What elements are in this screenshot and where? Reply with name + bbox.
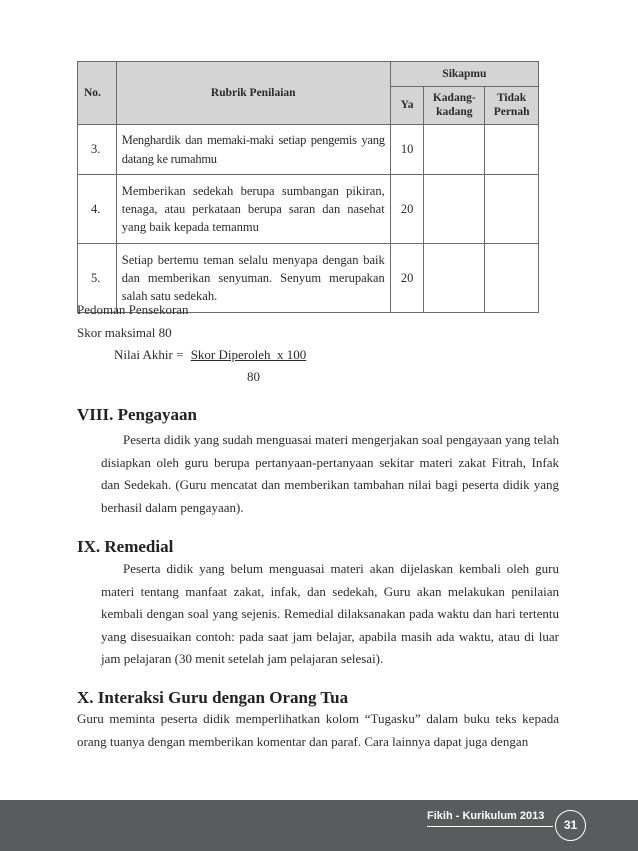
page-number: 31 — [555, 810, 586, 841]
row-rubrik: Setiap bertemu teman selalu menyapa dengan baik dan memberikan senyuman. Senyum merupakan salah satu sedekah. — [116, 244, 390, 313]
table-row — [78, 125, 539, 175]
header-kadang — [424, 87, 485, 125]
heading-remedial: IX. Remedial — [77, 537, 174, 556]
row-kadang-cell — [424, 244, 485, 313]
scoring-title: Pedoman Pensekoran — [77, 302, 189, 317]
row-tidak-cell — [485, 125, 539, 175]
row-number: 5. — [78, 244, 117, 313]
header-ya: Ya — [390, 87, 424, 125]
row-score: 10 — [390, 125, 424, 175]
row-tidak-cell — [485, 244, 539, 313]
header-tidak-text: Tidak Pernah — [493, 92, 530, 118]
row-number: 4. — [78, 175, 117, 244]
row-number: 3. — [78, 125, 117, 175]
para-pengayaan: Peserta didik yang sudah menguasai materi mengerjakan soal pengayaan yang telah disiapkan oleh guru berupa pertanyaan-pertanyaan sekitar materi zakat Fitrah, Infak dan Sedekah. (Guru mencatat dan memberikan tambahan nilai bagi peserta didik yang berhasil dalam pengayaan). — [101, 432, 559, 515]
rubric-table — [77, 61, 539, 313]
header-sikapmu: Sikapmu — [390, 62, 538, 87]
row-tidak-cell — [485, 175, 539, 244]
row-kadang-cell — [424, 175, 485, 244]
row-score: 20 — [390, 175, 424, 244]
heading-interaksi: X. Interaksi Guru dengan Orang Tua — [77, 688, 349, 707]
row-score: 20 — [390, 244, 424, 313]
row-rubrik: Memberikan sedekah berupa sumbangan pikiran, tenaga, atau perkataan berupa saran dan nasehat yang baik kepada temanmu — [116, 175, 390, 244]
formula-denominator: 80 — [247, 369, 260, 384]
header-no: No. — [78, 62, 117, 125]
para-interaksi: Guru meminta peserta didik memperlihatkan kolom “Tugasku” dalam buku teks kepada orang tuanya dengan memberikan komentar dan paraf. Cara lainnya dapat juga dengan — [77, 711, 559, 749]
header-kadang-text: Kadang-kadang — [432, 92, 476, 118]
row-kadang-cell — [424, 125, 485, 175]
scoring-max: Skor maksimal 80 — [77, 325, 172, 340]
heading-pengayaan: VIII. Pengayaan — [77, 405, 197, 424]
footer-divider — [427, 826, 553, 827]
table-row — [78, 175, 539, 244]
para-remedial: Peserta didik yang belum menguasai materi akan dijelaskan kembali oleh guru materi tentang manfaat zakat, infak, dan sedekah, Guru akan melakukan penilaian kembali dengan soal yang sejenis. Remedial dilaksanakan pada waktu dan hari tertentu yang disesuaikan contoh: pada saat jam belajar, apabila masih ada waktu, atau di luar jam pelajaran (30 menit setelah jam pelajaran selesai). — [101, 561, 559, 666]
formula-numerator: Skor Diperoleh x 100 — [190, 347, 307, 362]
footer-book-title: Fikih - Kurikulum 2013 — [427, 810, 545, 822]
header-rubrik: Rubrik Penilaian — [116, 62, 390, 125]
row-rubrik: Menghardik dan memaki-maki setiap pengemis yang datang ke rumahmu — [116, 125, 390, 175]
header-tidak — [485, 87, 539, 125]
scoring-formula — [114, 347, 306, 363]
formula-label: Nilai Akhir = — [114, 347, 184, 362]
